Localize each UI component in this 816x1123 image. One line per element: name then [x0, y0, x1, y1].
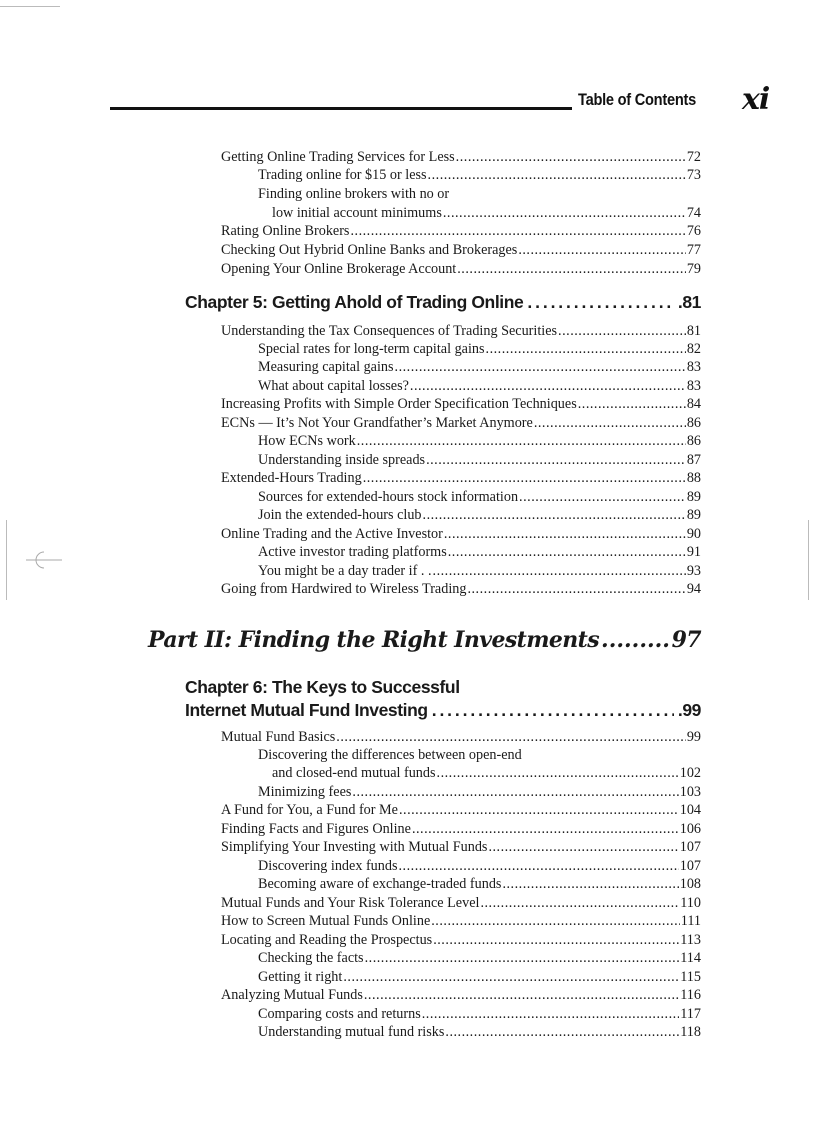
toc-subentry[interactable]: Measuring capital gains ..... 83: [258, 358, 701, 376]
toc-entry[interactable]: Understanding the Tax Consequences of Trading Securities ..... 81: [221, 322, 701, 340]
toc-subentry[interactable]: Getting it right ..... 115: [258, 968, 701, 986]
toc-entry[interactable]: Finding Facts and Figures Online ..... 106: [221, 820, 701, 838]
toc-subentry[interactable]: Understanding inside spreads ..... 87: [258, 451, 701, 469]
toc-subentry[interactable]: Understanding mutual fund risks ..... 118: [258, 1023, 701, 1041]
toc-subentry[interactable]: How ECNs work ..... 86: [258, 432, 701, 450]
toc-subentry[interactable]: low initial account minimums ..... 74: [272, 204, 701, 222]
part-2-heading[interactable]: Part II: Finding the Right Investments ..... 97: [148, 626, 701, 654]
toc-subentry[interactable]: Minimizing fees ..... 103: [258, 783, 701, 801]
toc-entry[interactable]: Getting Online Trading Services for Less ..... 72: [221, 148, 701, 166]
toc-entry[interactable]: Checking Out Hybrid Online Banks and Brokerages ..... 77: [221, 241, 701, 259]
toc-subentry-line: Finding online brokers with no or: [258, 186, 450, 202]
registration-mark-icon: [26, 548, 62, 572]
toc-subentry[interactable]: Becoming aware of exchange-traded funds ..... 108: [258, 875, 701, 893]
toc-entry[interactable]: Mutual Funds and Your Risk Tolerance Level ..... 110: [221, 894, 701, 912]
toc-subentry[interactable]: Join the extended-hours club ..... 89: [258, 506, 701, 524]
toc-entry[interactable]: How to Screen Mutual Funds Online ..... 111: [221, 912, 701, 930]
toc-subentry[interactable]: Comparing costs and returns ..... 117: [258, 1005, 701, 1023]
toc-subentry[interactable]: Active investor trading platforms ..... 91: [258, 543, 701, 561]
toc-subentry[interactable]: and closed-end mutual funds ..... 102: [272, 764, 701, 782]
chapter-6-heading[interactable]: Internet Mutual Fund Investing . . .99: [185, 699, 701, 721]
toc-subentry[interactable]: Trading online for $15 or less ..... 73: [258, 166, 701, 184]
toc-entry[interactable]: Analyzing Mutual Funds ..... 116: [221, 986, 701, 1004]
toc-entry[interactable]: Online Trading and the Active Investor ..... 90: [221, 525, 701, 543]
header-rule: [110, 107, 572, 110]
page-number: xi: [742, 82, 770, 117]
toc-subentry[interactable]: Sources for extended-hours stock information ..... 89: [258, 488, 701, 506]
chapter-5-heading[interactable]: Chapter 5: Getting Ahold of Trading Online . . .81: [185, 291, 701, 313]
toc-subentry[interactable]: Discovering index funds ..... 107: [258, 857, 701, 875]
toc-subentry[interactable]: You might be a day trader if . . ..... 93: [258, 562, 701, 580]
toc-entry[interactable]: Locating and Reading the Prospectus ..... 113: [221, 931, 701, 949]
toc-entry[interactable]: Increasing Profits with Simple Order Specification Techniques ..... 84: [221, 395, 701, 413]
toc-subentry[interactable]: Checking the facts ..... 114: [258, 949, 701, 967]
toc-entry[interactable]: Mutual Fund Basics ..... 99: [221, 728, 701, 746]
toc-subentry[interactable]: Special rates for long-term capital gains ..... 82: [258, 340, 701, 358]
crop-mark: [0, 6, 60, 7]
crop-mark: [6, 520, 7, 600]
toc-entry[interactable]: A Fund for You, a Fund for Me ..... 104: [221, 801, 701, 819]
crop-mark: [808, 520, 809, 600]
toc-entry[interactable]: Going from Hardwired to Wireless Trading ..... 94: [221, 580, 701, 598]
toc-entry[interactable]: ECNs — It’s Not Your Grandfather’s Market Anymore ..... 86: [221, 414, 701, 432]
toc-subentry[interactable]: What about capital losses? ..... 83: [258, 377, 701, 395]
running-header-title: Table of Contents: [578, 90, 696, 109]
toc-subentry-line: Discovering the differences between open-end: [258, 747, 522, 763]
toc-entry[interactable]: Extended-Hours Trading ..... 88: [221, 469, 701, 487]
chapter-6-heading-line1[interactable]: Chapter 6: The Keys to Successful: [185, 677, 460, 697]
toc-entry[interactable]: Opening Your Online Brokerage Account ..... 79: [221, 260, 701, 278]
toc-entry[interactable]: Simplifying Your Investing with Mutual Funds ..... 107: [221, 838, 701, 856]
toc-entry[interactable]: Rating Online Brokers ..... 76: [221, 222, 701, 240]
